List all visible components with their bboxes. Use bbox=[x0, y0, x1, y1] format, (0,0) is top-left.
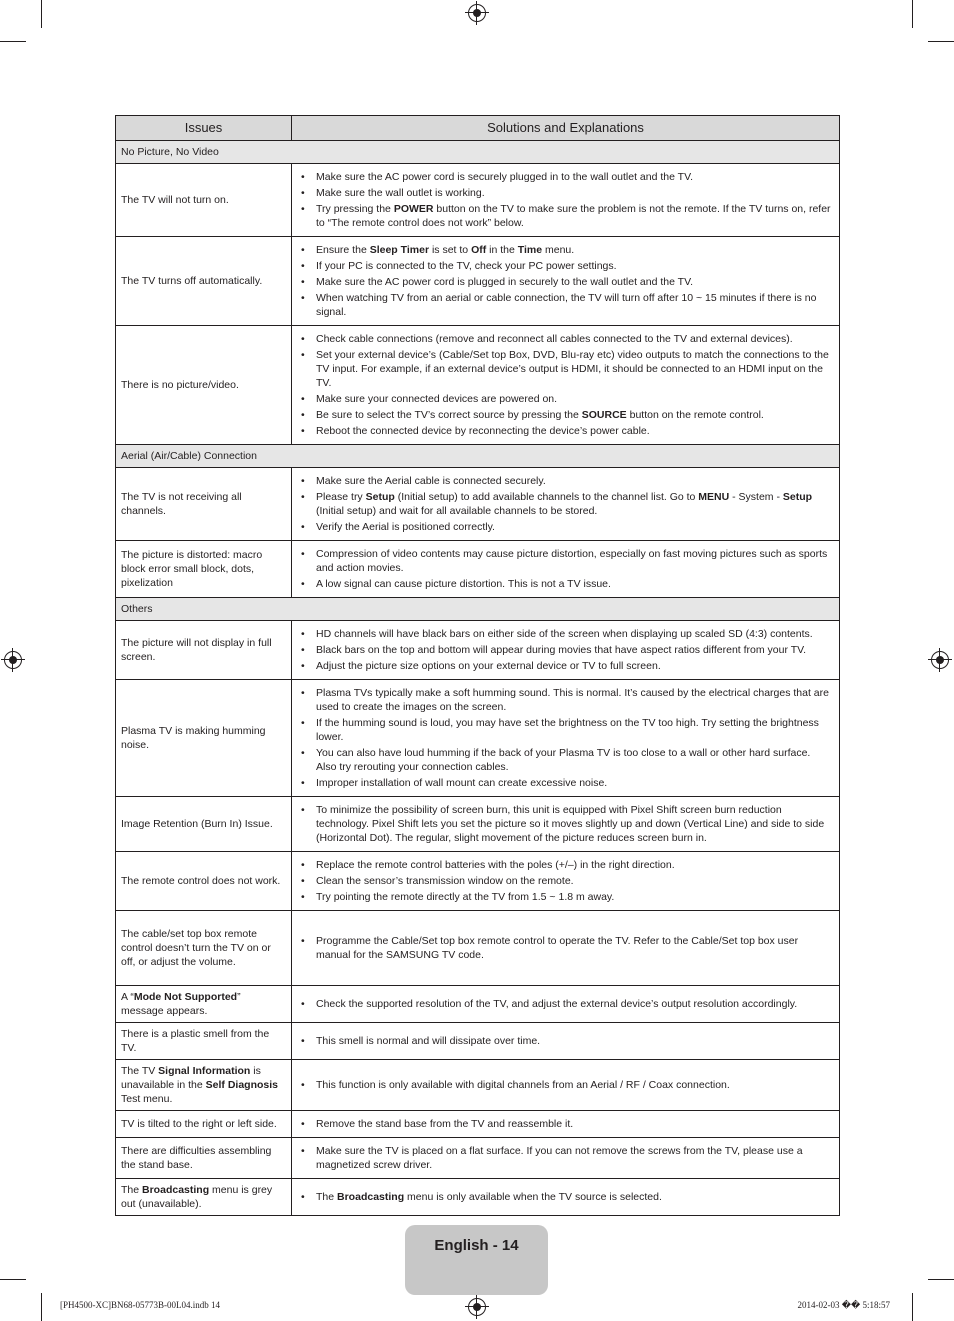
solutions-list bbox=[298, 474, 833, 534]
solutions-list bbox=[298, 547, 833, 591]
table-row bbox=[116, 911, 840, 986]
crop-mark bbox=[928, 1279, 954, 1280]
registration-mark-icon bbox=[468, 1298, 486, 1316]
solutions-cell bbox=[292, 468, 840, 541]
solution-item: • Be sure to select the TV’s correct source by pressing the SOURCE button on the remote control. bbox=[298, 408, 833, 422]
solutions-cell bbox=[292, 797, 840, 852]
page-number-tab bbox=[405, 1225, 548, 1295]
table-row bbox=[116, 1023, 840, 1060]
troubleshooting-table bbox=[115, 115, 840, 1216]
solution-item: • Check cable connections (remove and reconnect all cables connected to the TV and external devices). bbox=[298, 332, 833, 346]
table-row bbox=[116, 797, 840, 852]
table-header-row bbox=[116, 116, 840, 141]
solution-item: • Compression of video contents may cause picture distortion, especially on fast moving pictures such as sports and action movies. bbox=[298, 547, 833, 575]
solutions-cell bbox=[292, 1179, 840, 1216]
solutions-cell bbox=[292, 852, 840, 911]
table-row bbox=[116, 326, 840, 445]
solution-item: • Black bars on the top and bottom will appear during movies that have aspect ratios different from your TV. bbox=[298, 643, 833, 657]
solution-item: • Programme the Cable/Set top box remote control to operate the TV. Refer to the Cable/Set top box user manual for the SAMSUNG TV code. bbox=[298, 934, 833, 962]
registration-mark-icon bbox=[4, 651, 22, 669]
solution-item: • Verify the Aerial is positioned correctly. bbox=[298, 520, 833, 534]
table-row bbox=[116, 1111, 840, 1138]
table-row bbox=[116, 164, 840, 237]
crop-mark bbox=[928, 41, 954, 42]
issue-cell: A “Mode Not Supported” message appears. bbox=[116, 986, 292, 1023]
solutions-list bbox=[298, 627, 833, 673]
issue-cell: The cable/set top box remote control doesn’t turn the TV on or off, or adjust the volume. bbox=[116, 911, 292, 986]
crop-mark bbox=[41, 0, 42, 28]
solution-item: • You can also have loud humming if the back of your Plasma TV is too close to a wall or other hard surface. Also try rerouting your connection cables. bbox=[298, 746, 833, 774]
table-body bbox=[116, 141, 840, 1216]
crop-mark bbox=[0, 1279, 26, 1280]
solutions-list bbox=[298, 243, 833, 319]
solutions-cell bbox=[292, 541, 840, 598]
solution-item: • Check the supported resolution of the TV, and adjust the external device’s output resolution accordingly. bbox=[298, 997, 833, 1011]
solution-item: • This smell is normal and will dissipate over time. bbox=[298, 1034, 833, 1048]
table-row bbox=[116, 1060, 840, 1111]
page-number: English - 14 bbox=[434, 1237, 519, 1254]
solutions-list bbox=[298, 1034, 833, 1048]
solutions-list bbox=[298, 1078, 833, 1092]
table-row bbox=[116, 1138, 840, 1179]
issue-cell: There are difficulties assembling the stand base. bbox=[116, 1138, 292, 1179]
solution-item: • Make sure your connected devices are powered on. bbox=[298, 392, 833, 406]
solution-item: • Set your external device’s (Cable/Set top Box, DVD, Blu-ray etc) video outputs to match the connections to the TV input. For example, if an external device’s output is HDMI, it should be connected to an HDMI input on the TV. bbox=[298, 348, 833, 390]
solution-item: • Make sure the Aerial cable is connected securely. bbox=[298, 474, 833, 488]
solutions-list bbox=[298, 332, 833, 438]
crop-mark bbox=[41, 1293, 42, 1321]
solutions-cell bbox=[292, 164, 840, 237]
solutions-cell bbox=[292, 1060, 840, 1111]
solution-item: • If the humming sound is loud, you may have set the brightness on the TV too high. Try setting the brightness lower. bbox=[298, 716, 833, 744]
solution-item: • Reboot the connected device by reconnecting the device’s power cable. bbox=[298, 424, 833, 438]
table-row bbox=[116, 986, 840, 1023]
table-row bbox=[116, 541, 840, 598]
crop-mark bbox=[912, 1293, 913, 1321]
issue-cell: The picture will not display in full screen. bbox=[116, 621, 292, 680]
issue-cell: There is no picture/video. bbox=[116, 326, 292, 445]
solutions-list bbox=[298, 858, 833, 904]
solutions-cell bbox=[292, 986, 840, 1023]
issue-cell: Image Retention (Burn In) Issue. bbox=[116, 797, 292, 852]
solutions-list bbox=[298, 1117, 833, 1131]
solutions-list bbox=[298, 686, 833, 790]
solutions-list bbox=[298, 170, 833, 230]
solution-item: • Please try Setup (Initial setup) to add available channels to the channel list. Go to MENU - System - Setup (Initial setup) and wait for all available channels to be stored. bbox=[298, 490, 833, 518]
solution-item: • Ensure the Sleep Timer is set to Off in the Time menu. bbox=[298, 243, 833, 257]
issue-cell: The TV turns off automatically. bbox=[116, 237, 292, 326]
issue-cell: TV is tilted to the right or left side. bbox=[116, 1111, 292, 1138]
crop-mark bbox=[912, 0, 913, 28]
category-label: Others bbox=[116, 598, 840, 621]
solutions-cell bbox=[292, 680, 840, 797]
solution-item: • Plasma TVs typically make a soft humming sound. This is normal. It’s caused by the electrical charges that are used to create the images on the screen. bbox=[298, 686, 833, 714]
table-row bbox=[116, 468, 840, 541]
issue-cell: The picture is distorted: macro block error small block, dots, pixelization bbox=[116, 541, 292, 598]
solutions-cell bbox=[292, 1111, 840, 1138]
table-row bbox=[116, 237, 840, 326]
solution-item: • Make sure the TV is placed on a flat surface. If you can not remove the screws from the TV, please use a magnetized screw driver. bbox=[298, 1144, 833, 1172]
table-row bbox=[116, 852, 840, 911]
solutions-cell bbox=[292, 911, 840, 986]
table-row bbox=[116, 1179, 840, 1216]
solution-item: • The Broadcasting menu is only available when the TV source is selected. bbox=[298, 1190, 833, 1204]
solution-item: • Improper installation of wall mount can create excessive noise. bbox=[298, 776, 833, 790]
registration-mark-icon bbox=[931, 651, 949, 669]
solution-item: • Make sure the wall outlet is working. bbox=[298, 186, 833, 200]
category-label: Aerial (Air/Cable) Connection bbox=[116, 445, 840, 468]
solutions-cell bbox=[292, 621, 840, 680]
issue-cell: The Broadcasting menu is grey out (unavailable). bbox=[116, 1179, 292, 1216]
solution-item: • HD channels will have black bars on either side of the screen when displaying up scaled SD (4:3) contents. bbox=[298, 627, 833, 641]
solution-item: • Try pressing the POWER button on the TV to make sure the problem is not the remote. If the TV turns on, refer to “The remote control does not work” below. bbox=[298, 202, 833, 230]
solution-item: • When watching TV from an aerial or cable connection, the TV will turn off after 10 ~ 15 minutes if there is no signal. bbox=[298, 291, 833, 319]
print-slug-left: [PH4500-XC]BN68-05773B-00L04.indb 14 bbox=[60, 1300, 220, 1310]
solutions-cell bbox=[292, 237, 840, 326]
solutions-cell bbox=[292, 1138, 840, 1179]
solution-item: • Adjust the picture size options on your external device or TV to full screen. bbox=[298, 659, 833, 673]
solutions-list bbox=[298, 1144, 833, 1172]
solution-item: • Make sure the AC power cord is plugged in securely to the wall outlet and the TV. bbox=[298, 275, 833, 289]
solution-item: • Remove the stand base from the TV and reassemble it. bbox=[298, 1117, 833, 1131]
category-row bbox=[116, 445, 840, 468]
category-row bbox=[116, 598, 840, 621]
solution-item: • Clean the sensor’s transmission window on the remote. bbox=[298, 874, 833, 888]
registration-mark-icon bbox=[468, 4, 486, 22]
print-slug-right: 2014-02-03 �� 5:18:57 bbox=[797, 1300, 890, 1310]
solution-item: • A low signal can cause picture distortion. This is not a TV issue. bbox=[298, 577, 833, 591]
issues-column-header: Issues bbox=[116, 116, 292, 141]
solution-item: • Make sure the AC power cord is securely plugged in to the wall outlet and the TV. bbox=[298, 170, 833, 184]
category-row bbox=[116, 141, 840, 164]
crop-mark bbox=[0, 41, 26, 42]
issue-cell: There is a plastic smell from the TV. bbox=[116, 1023, 292, 1060]
solutions-list bbox=[298, 997, 833, 1011]
table-row bbox=[116, 621, 840, 680]
category-label: No Picture, No Video bbox=[116, 141, 840, 164]
solution-item: • This function is only available with digital channels from an Aerial / RF / Coax connection. bbox=[298, 1078, 833, 1092]
issue-cell: Plasma TV is making humming noise. bbox=[116, 680, 292, 797]
solution-item: • To minimize the possibility of screen burn, this unit is equipped with Pixel Shift screen burn reduction technology. Pixel Shift lets you set the picture so it moves slightly up and down (Vertical Line) and side to side (Horizontal Dot). The regular, slight movement of the picture reduces screen burn in. bbox=[298, 803, 833, 845]
solutions-list bbox=[298, 1190, 833, 1204]
solutions-list bbox=[298, 803, 833, 845]
solutions-cell bbox=[292, 1023, 840, 1060]
issue-cell: The TV will not turn on. bbox=[116, 164, 292, 237]
solution-item: • Try pointing the remote directly at the TV from 1.5 ~ 1.8 m away. bbox=[298, 890, 833, 904]
issue-cell: The remote control does not work. bbox=[116, 852, 292, 911]
solutions-cell bbox=[292, 326, 840, 445]
solution-item: • If your PC is connected to the TV, check your PC power settings. bbox=[298, 259, 833, 273]
issue-cell: The TV is not receiving all channels. bbox=[116, 468, 292, 541]
issue-cell: The TV Signal Information is unavailable in the Self Diagnosis Test menu. bbox=[116, 1060, 292, 1111]
table-row bbox=[116, 680, 840, 797]
solutions-column-header: Solutions and Explanations bbox=[292, 116, 840, 141]
solutions-list bbox=[298, 934, 833, 962]
solution-item: • Replace the remote control batteries with the poles (+/–) in the right direction. bbox=[298, 858, 833, 872]
